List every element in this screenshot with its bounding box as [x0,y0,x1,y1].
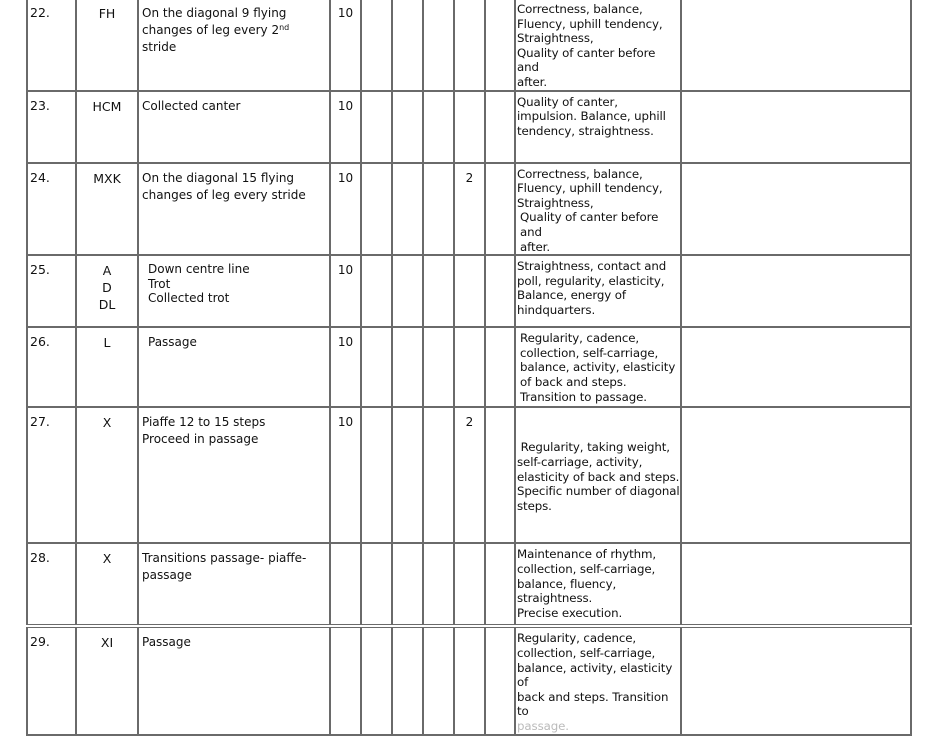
coefficient-cell [330,626,361,734]
score-cell[interactable] [485,91,515,163]
score-cell[interactable] [423,327,454,407]
score-cell[interactable] [423,626,454,734]
movement-number: 28. [27,543,76,626]
score-cell[interactable] [423,255,454,327]
score-cell[interactable] [392,327,423,407]
directive-ideas: Regularity, cadence, collection, self-carriage, balance, activity, elasticity of back and steps. Transition to passage. [515,327,681,407]
directive-ideas: Regularity, taking weight, self-carriage, activity, elasticity of back and steps. Specific number of diagonal steps. [515,407,681,543]
score-cell[interactable] [392,91,423,163]
remarks-cell[interactable] [681,407,911,543]
table-row [27,163,911,256]
test-sheet [26,0,910,734]
movement-description: On the diagonal 9 flying changes of leg every 2nd stride [138,0,330,91]
mark-cell[interactable] [454,255,485,327]
score-cell[interactable] [361,91,392,163]
score-cell[interactable] [361,543,392,626]
score-cell[interactable] [361,407,392,543]
directive-ideas: Straightness, contact and poll, regularity, elasticity, Balance, energy of hindquarters. [515,255,681,327]
directive-ideas: Regularity, cadence, collection, self-carriage, balance, activity, elasticity of back and steps. Transition to passage. [515,626,681,734]
movement-description: On the diagonal 15 flying changes of leg every stride [138,163,330,256]
remarks-cell[interactable] [681,543,911,626]
mark-cell[interactable]: 2 [454,407,485,543]
score-cell[interactable] [392,0,423,91]
coefficient-cell: 10 [330,255,361,327]
table-row [27,543,911,626]
score-cell[interactable] [485,626,515,734]
movement-description: Collected canter [138,91,330,163]
movement-number: 26. [27,327,76,407]
coefficient-cell [330,543,361,626]
remarks-cell[interactable] [681,91,911,163]
arena-letters: FH [76,0,138,91]
score-cell[interactable] [361,163,392,256]
coefficient-cell: 10 [330,407,361,543]
mark-cell[interactable] [454,91,485,163]
movement-number: 22. [27,0,76,91]
mark-cell[interactable] [454,0,485,91]
remarks-cell[interactable] [681,327,911,407]
score-cell[interactable] [392,163,423,256]
mark-cell[interactable]: 2 [454,163,485,256]
directive-ideas: Quality of canter, impulsion. Balance, uphill tendency, straightness. [515,91,681,163]
table-row [27,0,911,91]
score-cell[interactable] [485,255,515,327]
arena-letters: MXK [76,163,138,256]
arena-letters: XI [76,626,138,734]
coefficient-cell: 10 [330,0,361,91]
score-cell[interactable] [392,626,423,734]
score-cell[interactable] [392,255,423,327]
score-cell[interactable] [423,0,454,91]
directive-ideas: Correctness, balance, Fluency, uphill tendency, Straightness, Quality of canter before and after. [515,163,681,256]
arena-letters: X [76,407,138,543]
score-cell[interactable] [392,407,423,543]
table-row [27,255,911,327]
movement-description: Down centre line Trot Collected trot [138,255,330,327]
mark-cell[interactable] [454,327,485,407]
coefficient-cell: 10 [330,163,361,256]
table-row [27,626,911,734]
score-cell[interactable] [423,91,454,163]
movement-description: Transitions passage- piaffe- passage [138,543,330,626]
directive-ideas: Maintenance of rhythm, collection, self-carriage, balance, fluency, straightness. Precise execution. [515,543,681,626]
coefficient-cell: 10 [330,327,361,407]
score-cell[interactable] [485,543,515,626]
dressage-test-table [26,0,912,736]
table-row [27,91,911,163]
score-cell[interactable] [423,163,454,256]
movement-number: 24. [27,163,76,256]
arena-letters: X [76,543,138,626]
remarks-cell[interactable] [681,163,911,256]
table-row [27,327,911,407]
score-cell[interactable] [423,543,454,626]
table-row [27,407,911,543]
arena-letters: HCM [76,91,138,163]
movement-number: 29. [27,626,76,734]
score-cell[interactable] [392,543,423,626]
score-cell[interactable] [361,327,392,407]
coefficient-cell: 10 [330,91,361,163]
movement-description: Piaffe 12 to 15 steps Proceed in passage [138,407,330,543]
score-cell[interactable] [485,163,515,256]
score-cell[interactable] [361,626,392,734]
remarks-cell[interactable] [681,0,911,91]
arena-letters: L [76,327,138,407]
movement-number: 27. [27,407,76,543]
movement-number: 23. [27,91,76,163]
movement-number: 25. [27,255,76,327]
arena-letters: A D DL [76,255,138,327]
mark-cell[interactable] [454,626,485,734]
directive-ideas: Correctness, balance, Fluency, uphill tendency, Straightness, Quality of canter before and after. [515,0,681,91]
score-cell[interactable] [485,0,515,91]
score-cell[interactable] [361,0,392,91]
mark-cell[interactable] [454,543,485,626]
score-cell[interactable] [485,407,515,543]
remarks-cell[interactable] [681,255,911,327]
score-cell[interactable] [423,407,454,543]
score-cell[interactable] [361,255,392,327]
score-cell[interactable] [485,327,515,407]
movement-description: Passage [138,626,330,734]
movement-description: Passage [138,327,330,407]
remarks-cell[interactable] [681,626,911,734]
